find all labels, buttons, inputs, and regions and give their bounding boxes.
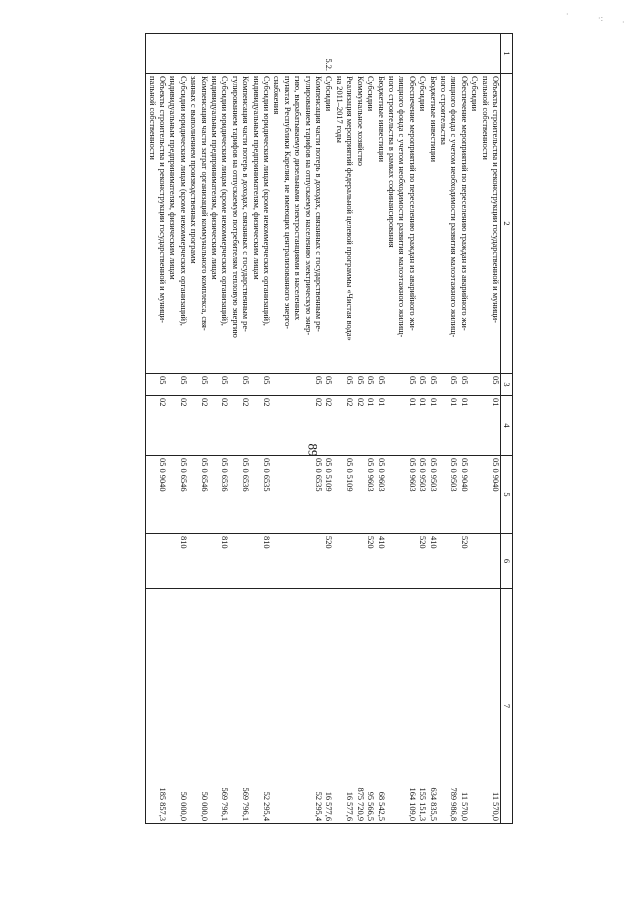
table-header-row [501, 34, 513, 824]
table-cell-c2: Компенсация части потерь в доходах, связанных с государственным ре- гулированием тарифов на отпускаемую потребителям тепловую энергию [229, 74, 250, 374]
table-cell-c4: 02 [167, 396, 188, 456]
table-cell-c1 [167, 34, 188, 74]
table-cell-c4: 02 02 [271, 396, 333, 456]
table-cell-c5: 05 0 9503 05 0 9503 05 0 9603 [386, 456, 438, 534]
table-cell-c2: Субсидии юридическим лицам (кроме некоммерческих организаций), индивидуальным предпринимателям, физическим лицам [209, 74, 230, 374]
table-cell-c4: 02 [209, 396, 230, 456]
table-cell-c1 [229, 34, 250, 74]
header-col-7: 7 [501, 589, 513, 824]
table-row [209, 34, 230, 824]
table-cell-c6: 520 [438, 534, 469, 589]
table-cell-c7: 52 295,4 [250, 589, 271, 824]
table-cell-c2: Объекты строительства и реконструкции государственной и муници- пальной собственности [146, 74, 167, 374]
table-cell-c4: 01 [479, 396, 500, 456]
table-cell-c2: Бюджетные инвестиции Субсидии Обеспечение мероприятий по переселению граждан из аварийного жи- лищного фонда с учетом необходимости развития малоэтажного жилищ- ного строительства в рамках софинансирования [386, 74, 438, 374]
table-cell-c4: 02 [146, 396, 167, 456]
table-cell-c5: 05 0 6546 [167, 456, 188, 534]
table-cell-c3: 05 05 05 [386, 374, 438, 396]
table-cell-c7: 569 796,1 [209, 589, 230, 824]
table-cell-c2: Субсидии юридическим лицам (кроме некоммерческих организаций), индивидуальным предпринимателям, физическим лицам [167, 74, 188, 374]
table-cell-c7 [469, 589, 479, 824]
table-cell-c4: 01 01 [438, 396, 469, 456]
table-cell-c7: 68 542,5 95 566,5 875 720,9 16 577,6 [334, 589, 386, 824]
header-col-1: 1 [501, 34, 513, 74]
table-cell-c1 [188, 34, 209, 74]
table-cell-c3: 05 [146, 374, 167, 396]
table-row [229, 34, 250, 824]
table-cell-c2: Субсидии юридическим лицам (кроме некоммерческих организаций), индивидуальным предпринимателям, физическим лицам [250, 74, 271, 374]
margin-mark: ·: [598, 14, 604, 23]
table-row [250, 34, 271, 824]
table-cell-c6: 410 520 [386, 534, 438, 589]
table-cell-c7: 16 577,6 52 295,4 [271, 589, 333, 824]
table-cell-c1 [479, 34, 500, 74]
table-cell-c3: 05 05 05 05 [334, 374, 386, 396]
table-cell-c6 [469, 534, 479, 589]
table-cell-c4: 02 [188, 396, 209, 456]
table-cell-c5: 05 0 6546 [188, 456, 209, 534]
table-cell-c4: 02 [250, 396, 271, 456]
header-col-5: 5 [501, 456, 513, 534]
table-cell-c6: 810 [209, 534, 230, 589]
table-cell-c3: 05 05 [271, 374, 333, 396]
table-cell-c5: 05 0 9040 05 0 9503 [438, 456, 469, 534]
table-cell-c3: 05 [229, 374, 250, 396]
table-cell-c6: 810 [250, 534, 271, 589]
table-row [167, 34, 188, 824]
table-cell-c3 [469, 374, 479, 396]
table-cell-c6: 520 [271, 534, 333, 589]
table-cell-c6 [479, 534, 500, 589]
table-cell-c2: Компенсация части затрат организаций коммунального комплекса, свя- занных с выполнением производственных программ [188, 74, 209, 374]
table-cell-c6 [188, 534, 209, 589]
table-row [386, 34, 438, 824]
table-cell-c6: 810 [167, 534, 188, 589]
table-cell-c3: 05 [167, 374, 188, 396]
table-row [271, 34, 333, 824]
table-cell-c4: 02 [229, 396, 250, 456]
table-cell-c1 [469, 34, 479, 74]
table-cell-c2: Субсидии [469, 74, 479, 374]
table-cell-c5: 05 0 9040 [479, 456, 500, 534]
table-cell-c7: 634 835,5 155 151,3 164 109,0 [386, 589, 438, 824]
table-cell-c6 [146, 534, 167, 589]
table-cell-c3: 05 [188, 374, 209, 396]
table-cell-c1 [209, 34, 230, 74]
table-cell-c6: 410 520 [334, 534, 386, 589]
table-cell-c5: 05 0 6536 [229, 456, 250, 534]
table-row [479, 34, 500, 824]
table-cell-c4: 01 01 01 [386, 396, 438, 456]
header-col-2: 2 [501, 74, 513, 374]
table-cell-c1 [146, 34, 167, 74]
table-cell-c1 [438, 34, 469, 74]
table-cell-c1 [386, 34, 438, 74]
table-body [146, 34, 501, 824]
table-cell-c1: 5.2. [271, 34, 333, 74]
table-cell-c4 [469, 396, 479, 456]
table-cell-c3: 05 [479, 374, 500, 396]
table-cell-c7: 185 857,3 [146, 589, 167, 824]
table-row [334, 34, 386, 824]
table-cell-c2: Субсидии Компенсация части потерь в доходах, связанных с государственным ре- гулированием тарифов на отпускаемую населению электрическую энер- гию, вырабатываемую дизельными электростанциями в населенных пунктах Республики Карелия, не имеющих централизованного энерго- снабжения [271, 74, 333, 374]
table-cell-c2: Бюджетные инвестиции Субсидии Коммунальное хозяйство Реализация мероприятий федеральной целевой программы «Чистая вода» на 2011–2017 годы [334, 74, 386, 374]
margin-mark: · [566, 10, 569, 19]
table-cell-c5: 05 0 9603 05 0 9603 05 0 5109 [334, 456, 386, 534]
table-row [469, 34, 479, 824]
header-col-3: 3 [501, 374, 513, 396]
header-col-4: 4 [501, 396, 513, 456]
page-number: 89 [305, 443, 321, 457]
table-cell-c7: 50 000,0 [167, 589, 188, 824]
table-cell-c7: 50 000,0 [188, 589, 209, 824]
table-cell-c1 [250, 34, 271, 74]
table-cell-c3: 05 05 [438, 374, 469, 396]
table-cell-c5: 05 0 6536 [209, 456, 230, 534]
margin-mark: · [622, 18, 625, 27]
table-cell-c1 [334, 34, 386, 74]
table-cell-c4: 01 01 02 02 [334, 396, 386, 456]
rotated-table-sheet [113, 33, 513, 823]
table-cell-c5 [469, 456, 479, 534]
header-col-6: 6 [501, 534, 513, 589]
table-cell-c5: 05 0 5109 05 0 6535 [271, 456, 333, 534]
table-cell-c5: 05 0 6535 [250, 456, 271, 534]
table-cell-c7: 11 570,0 789 986,8 [438, 589, 469, 824]
table-cell-c7: 569 796,1 [229, 589, 250, 824]
table-cell-c3: 05 [250, 374, 271, 396]
table-cell-c5: 05 0 9040 [146, 456, 167, 534]
table-cell-c2: Объекты строительства и реконструкции государственной и муници- пальной собственности [479, 74, 500, 374]
budget-table [145, 33, 513, 824]
table-row [146, 34, 167, 824]
table-cell-c6 [229, 534, 250, 589]
table-cell-c3: 05 [209, 374, 230, 396]
table-cell-c2: Обеспечение мероприятий по переселению граждан из аварийного жи- лищного фонда с учетом необходимости развития малоэтажного жилищ- ного строительства [438, 74, 469, 374]
table-cell-c7: 11 570,0 [479, 589, 500, 824]
table-row [438, 34, 469, 824]
table-row [188, 34, 209, 824]
